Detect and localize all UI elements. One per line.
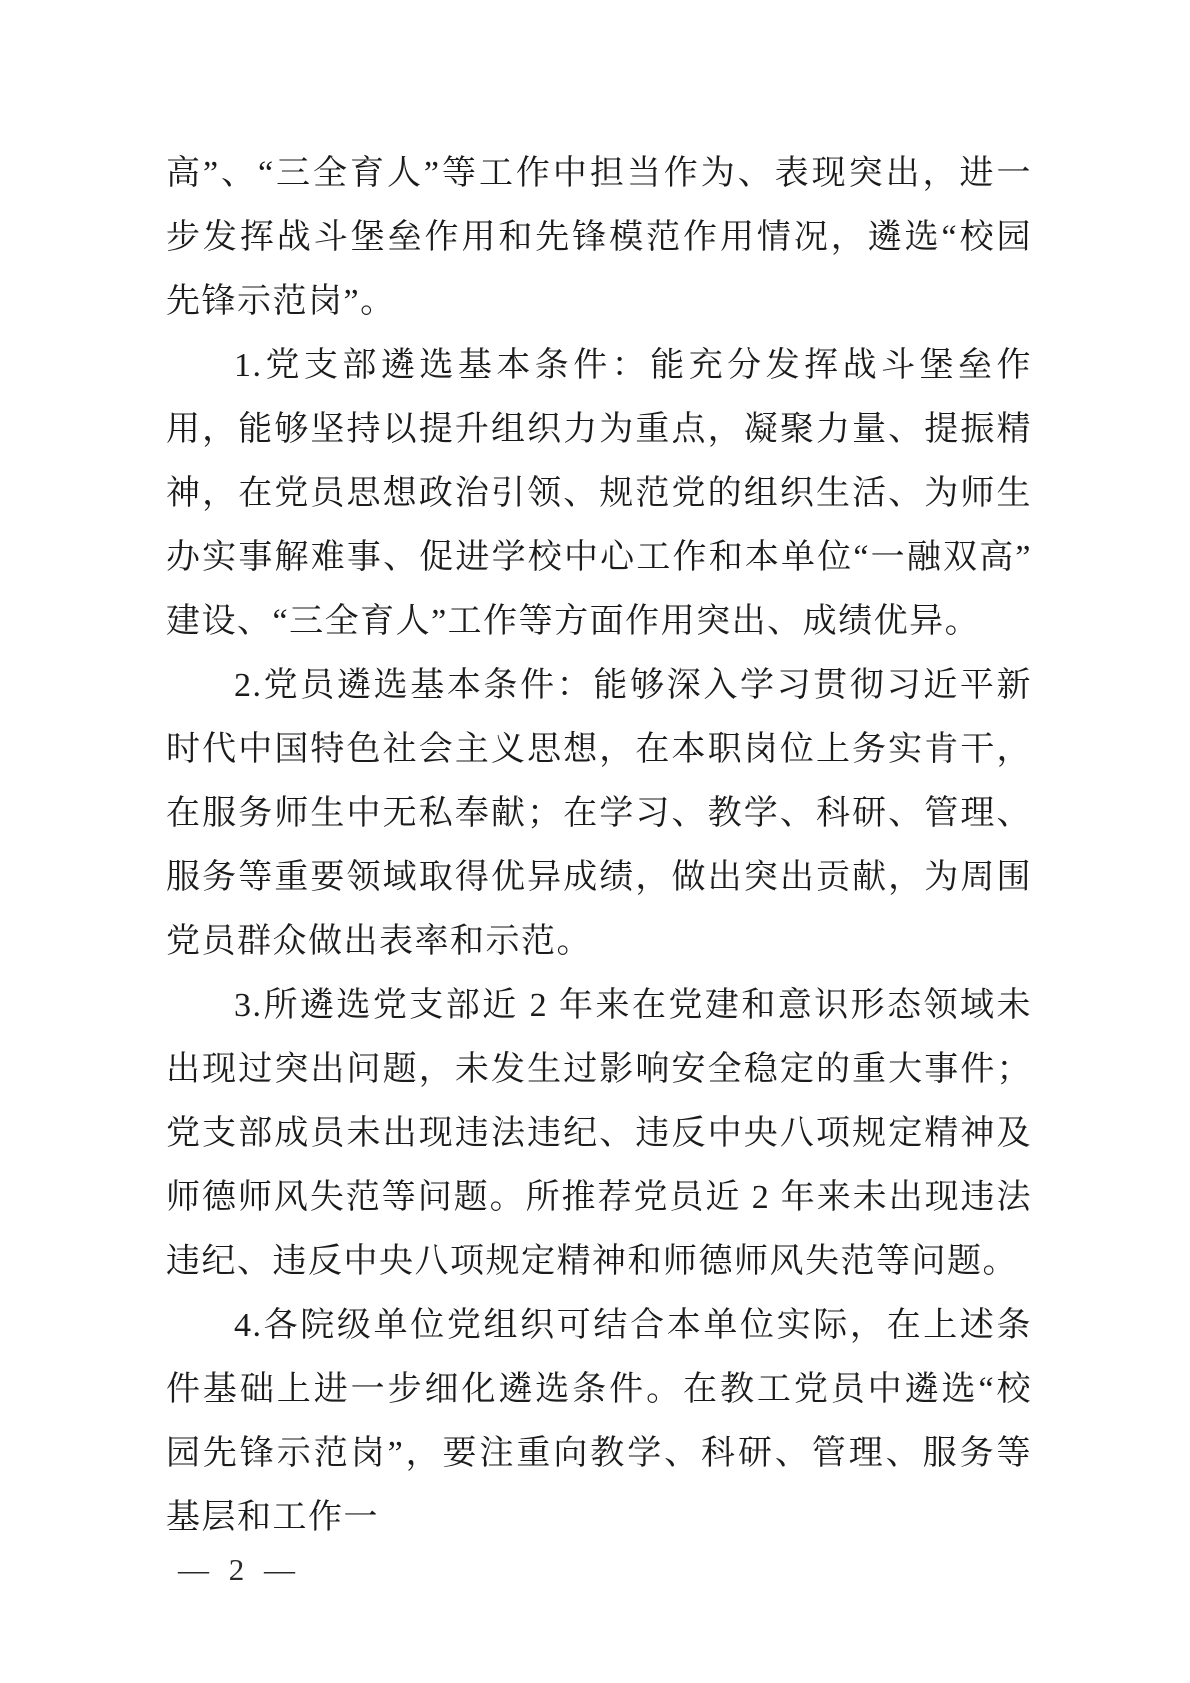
- paragraph-item-1: 1.党支部遴选基本条件：能充分发挥战斗堡垒作用，能够坚持以提升组织力为重点，凝聚力量、提振精神，在党员思想政治引领、规范党的组织生活、为师生办实事解难事、促进学校中心工作和本单位“一融双高”建设、“三全育人”工作等方面作用突出、成绩优异。: [166, 347, 1032, 640]
- paragraph-item-2: 2.党员遴选基本条件：能够深入学习贯彻习近平新时代中国特色社会主义思想，在本职岗位上务实肯干，在服务师生中无私奉献；在学习、教学、科研、管理、服务等重要领域取得优异成绩，做出突出贡献，为周围党员群众做出表率和示范。: [166, 667, 1032, 960]
- document-body: [166, 142, 1032, 1550]
- paragraph-continuation: 高”、“三全育人”等工作中担当作为、表现突出，进一步发挥战斗堡垒作用和先锋模范作用情况，遴选“校园先锋示范岗”。: [166, 155, 1032, 320]
- paragraph-item-4: 4.各院级单位党组织可结合本单位实际，在上述条件基础上进一步细化遴选条件。在教工党员中遴选“校园先锋示范岗”，要注重向教学、科研、管理、服务等基层和工作一: [166, 1307, 1032, 1536]
- paragraph-item-3: 3.所遴选党支部近 2 年来在党建和意识形态领域未出现过突出问题，未发生过影响安全稳定的重大事件；党支部成员未出现违法违纪、违反中央八项规定精神及师德师风失范等问题。所推荐党员近 2 年来未出现违法违纪、违反中央八项规定精神和师德师风失范等问题。: [166, 987, 1032, 1280]
- page-number: — 2 —: [178, 1552, 301, 1587]
